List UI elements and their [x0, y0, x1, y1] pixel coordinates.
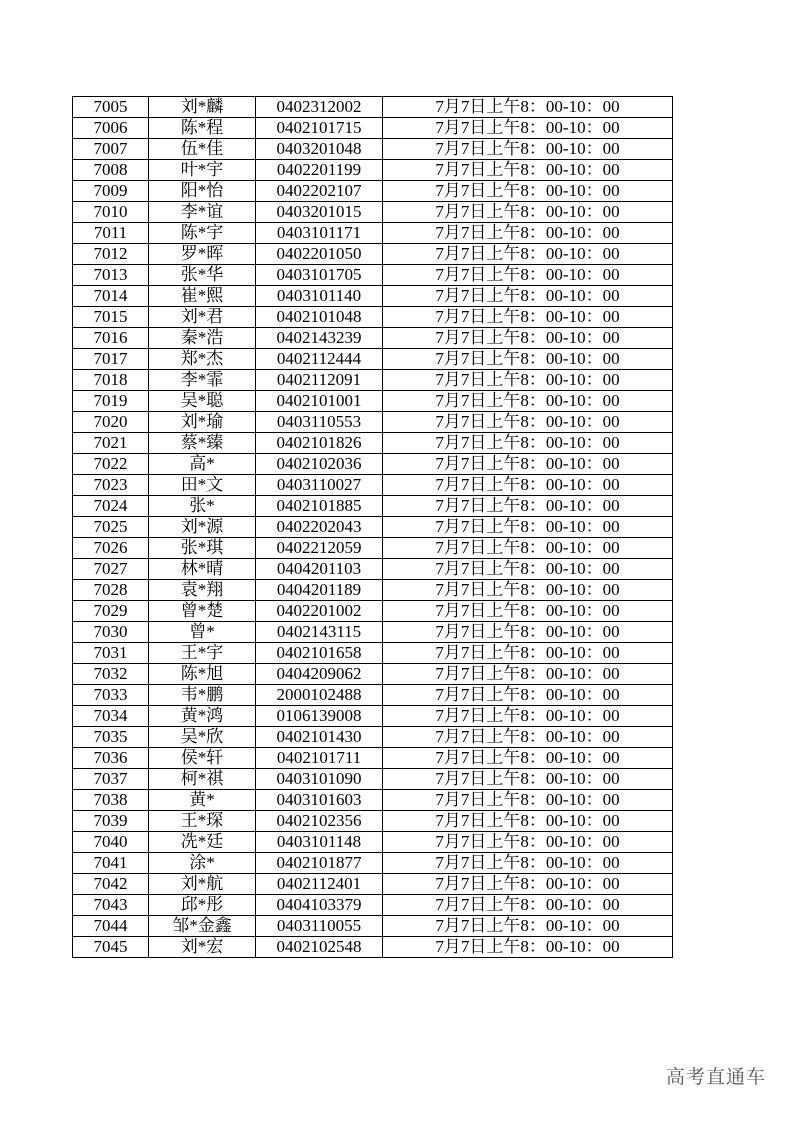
exam-time-cell: 7月7日上午8：00-10：00 [383, 601, 673, 622]
exam-time-cell: 7月7日上午8：00-10：00 [383, 643, 673, 664]
student-name-cell: 崔*熙 [149, 286, 256, 307]
table-row [73, 454, 673, 475]
seat-number-cell: 7011 [73, 223, 149, 244]
student-id-cell: 0402201199 [256, 160, 383, 181]
seat-number-cell: 7033 [73, 685, 149, 706]
seat-number-cell: 7007 [73, 139, 149, 160]
exam-time-cell: 7月7日上午8：00-10：00 [383, 307, 673, 328]
student-id-cell: 0404201103 [256, 559, 383, 580]
exam-time-cell: 7月7日上午8：00-10：00 [383, 748, 673, 769]
table-row [73, 223, 673, 244]
table-row [73, 622, 673, 643]
exam-time-cell: 7月7日上午8：00-10：00 [383, 349, 673, 370]
exam-time-cell: 7月7日上午8：00-10：00 [383, 685, 673, 706]
exam-time-cell: 7月7日上午8：00-10：00 [383, 706, 673, 727]
seat-number-cell: 7034 [73, 706, 149, 727]
exam-time-cell: 7月7日上午8：00-10：00 [383, 916, 673, 937]
student-id-cell: 0402101711 [256, 748, 383, 769]
exam-time-cell: 7月7日上午8：00-10：00 [383, 391, 673, 412]
student-id-cell: 0402101885 [256, 496, 383, 517]
student-name-cell: 秦*浩 [149, 328, 256, 349]
student-name-cell: 韦*鹏 [149, 685, 256, 706]
seat-number-cell: 7037 [73, 769, 149, 790]
student-name-cell: 袁*翔 [149, 580, 256, 601]
table-row [73, 265, 673, 286]
seat-number-cell: 7009 [73, 181, 149, 202]
table-row [73, 202, 673, 223]
exam-time-cell: 7月7日上午8：00-10：00 [383, 811, 673, 832]
student-name-cell: 张*琪 [149, 538, 256, 559]
exam-time-cell: 7月7日上午8：00-10：00 [383, 622, 673, 643]
exam-time-cell: 7月7日上午8：00-10：00 [383, 97, 673, 118]
table-row [73, 580, 673, 601]
student-name-cell: 林*晴 [149, 559, 256, 580]
student-id-cell: 0403101171 [256, 223, 383, 244]
student-id-cell: 0403201015 [256, 202, 383, 223]
student-name-cell: 张* [149, 496, 256, 517]
student-id-cell: 0404201189 [256, 580, 383, 601]
table-row [73, 97, 673, 118]
seat-number-cell: 7015 [73, 307, 149, 328]
seat-number-cell: 7023 [73, 475, 149, 496]
exam-time-cell: 7月7日上午8：00-10：00 [383, 475, 673, 496]
seat-number-cell: 7012 [73, 244, 149, 265]
student-id-cell: 0402101430 [256, 727, 383, 748]
table-row [73, 601, 673, 622]
table-row [73, 937, 673, 958]
student-id-cell: 0402112444 [256, 349, 383, 370]
table-row [73, 664, 673, 685]
student-id-cell: 0402101715 [256, 118, 383, 139]
table-row [73, 685, 673, 706]
seat-number-cell: 7036 [73, 748, 149, 769]
seat-number-cell: 7040 [73, 832, 149, 853]
student-id-cell: 0402212059 [256, 538, 383, 559]
seat-number-cell: 7006 [73, 118, 149, 139]
exam-time-cell: 7月7日上午8：00-10：00 [383, 202, 673, 223]
table-row [73, 496, 673, 517]
student-name-cell: 涂* [149, 853, 256, 874]
table-row [73, 559, 673, 580]
table-row [73, 538, 673, 559]
exam-time-cell: 7月7日上午8：00-10：00 [383, 454, 673, 475]
exam-time-cell: 7月7日上午8：00-10：00 [383, 937, 673, 958]
student-id-cell: 0402101658 [256, 643, 383, 664]
student-id-cell: 0402102036 [256, 454, 383, 475]
table-row [73, 181, 673, 202]
student-name-cell: 陈*程 [149, 118, 256, 139]
student-name-cell: 刘*君 [149, 307, 256, 328]
student-id-cell: 0402202107 [256, 181, 383, 202]
student-name-cell: 田*文 [149, 475, 256, 496]
student-name-cell: 刘*宏 [149, 937, 256, 958]
table-body [73, 97, 673, 958]
student-id-cell: 0402112091 [256, 370, 383, 391]
student-name-cell: 吴*欣 [149, 727, 256, 748]
seat-number-cell: 7018 [73, 370, 149, 391]
student-id-cell: 0402143239 [256, 328, 383, 349]
seat-number-cell: 7045 [73, 937, 149, 958]
student-id-cell: 0402101001 [256, 391, 383, 412]
student-id-cell: 0403101140 [256, 286, 383, 307]
table-row [73, 244, 673, 265]
student-id-cell: 0403101603 [256, 790, 383, 811]
exam-time-cell: 7月7日上午8：00-10：00 [383, 517, 673, 538]
table-row [73, 370, 673, 391]
table-row [73, 286, 673, 307]
seat-number-cell: 7021 [73, 433, 149, 454]
exam-time-cell: 7月7日上午8：00-10：00 [383, 223, 673, 244]
table-row [73, 832, 673, 853]
student-name-cell: 李*谊 [149, 202, 256, 223]
student-name-cell: 刘*航 [149, 874, 256, 895]
exam-time-cell: 7月7日上午8：00-10：00 [383, 244, 673, 265]
table-row [73, 790, 673, 811]
seat-number-cell: 7025 [73, 517, 149, 538]
seat-number-cell: 7024 [73, 496, 149, 517]
student-name-cell: 蔡*臻 [149, 433, 256, 454]
table-row [73, 475, 673, 496]
student-name-cell: 王*琛 [149, 811, 256, 832]
student-name-cell: 张*华 [149, 265, 256, 286]
exam-time-cell: 7月7日上午8：00-10：00 [383, 853, 673, 874]
student-name-cell: 叶*宇 [149, 160, 256, 181]
exam-time-cell: 7月7日上午8：00-10：00 [383, 496, 673, 517]
student-id-cell: 0402112401 [256, 874, 383, 895]
student-id-cell: 0403101705 [256, 265, 383, 286]
exam-time-cell: 7月7日上午8：00-10：00 [383, 265, 673, 286]
exam-time-cell: 7月7日上午8：00-10：00 [383, 874, 673, 895]
student-id-cell: 0403110055 [256, 916, 383, 937]
exam-time-cell: 7月7日上午8：00-10：00 [383, 895, 673, 916]
student-id-cell: 0403110027 [256, 475, 383, 496]
table-row [73, 391, 673, 412]
seat-number-cell: 7029 [73, 601, 149, 622]
exam-time-cell: 7月7日上午8：00-10：00 [383, 790, 673, 811]
exam-time-cell: 7月7日上午8：00-10：00 [383, 286, 673, 307]
student-name-cell: 高* [149, 454, 256, 475]
seat-number-cell: 7031 [73, 643, 149, 664]
exam-time-cell: 7月7日上午8：00-10：00 [383, 538, 673, 559]
student-name-cell: 罗*晖 [149, 244, 256, 265]
table-row [73, 916, 673, 937]
seat-number-cell: 7005 [73, 97, 149, 118]
student-name-cell: 陈*宇 [149, 223, 256, 244]
student-name-cell: 曾*楚 [149, 601, 256, 622]
table-row [73, 895, 673, 916]
student-name-cell: 吴*聪 [149, 391, 256, 412]
seat-number-cell: 7039 [73, 811, 149, 832]
exam-time-cell: 7月7日上午8：00-10：00 [383, 328, 673, 349]
seat-number-cell: 7026 [73, 538, 149, 559]
seat-number-cell: 7042 [73, 874, 149, 895]
seat-number-cell: 7027 [73, 559, 149, 580]
exam-time-cell: 7月7日上午8：00-10：00 [383, 664, 673, 685]
student-id-cell: 0403201048 [256, 139, 383, 160]
student-name-cell: 曾* [149, 622, 256, 643]
student-name-cell: 柯*祺 [149, 769, 256, 790]
table-row [73, 811, 673, 832]
student-name-cell: 黄* [149, 790, 256, 811]
table-row [73, 769, 673, 790]
student-id-cell: 0402102356 [256, 811, 383, 832]
exam-time-cell: 7月7日上午8：00-10：00 [383, 580, 673, 601]
student-id-cell: 0402102548 [256, 937, 383, 958]
student-name-cell: 陈*旭 [149, 664, 256, 685]
exam-time-cell: 7月7日上午8：00-10：00 [383, 118, 673, 139]
student-name-cell: 冼*廷 [149, 832, 256, 853]
student-name-cell: 刘*源 [149, 517, 256, 538]
student-name-cell: 阳*怡 [149, 181, 256, 202]
seat-number-cell: 7032 [73, 664, 149, 685]
table-row [73, 139, 673, 160]
student-name-cell: 刘*瑜 [149, 412, 256, 433]
student-name-cell: 邹*金鑫 [149, 916, 256, 937]
student-name-cell: 侯*轩 [149, 748, 256, 769]
exam-time-cell: 7月7日上午8：00-10：00 [383, 370, 673, 391]
student-id-cell: 0403110553 [256, 412, 383, 433]
student-id-cell: 0403101090 [256, 769, 383, 790]
exam-time-cell: 7月7日上午8：00-10：00 [383, 160, 673, 181]
table-row [73, 118, 673, 139]
student-id-cell: 0106139008 [256, 706, 383, 727]
seat-number-cell: 7019 [73, 391, 149, 412]
seat-number-cell: 7016 [73, 328, 149, 349]
exam-time-cell: 7月7日上午8：00-10：00 [383, 433, 673, 454]
table-row [73, 307, 673, 328]
exam-time-cell: 7月7日上午8：00-10：00 [383, 412, 673, 433]
table-row [73, 748, 673, 769]
student-name-cell: 伍*佳 [149, 139, 256, 160]
exam-time-cell: 7月7日上午8：00-10：00 [383, 559, 673, 580]
student-id-cell: 0404209062 [256, 664, 383, 685]
student-id-cell: 0403101148 [256, 832, 383, 853]
student-name-cell: 刘*麟 [149, 97, 256, 118]
table-row [73, 517, 673, 538]
student-id-cell: 0404103379 [256, 895, 383, 916]
seat-number-cell: 7010 [73, 202, 149, 223]
seat-number-cell: 7041 [73, 853, 149, 874]
student-id-cell: 0402143115 [256, 622, 383, 643]
table-row [73, 433, 673, 454]
table-row [73, 412, 673, 433]
student-id-cell: 0402101877 [256, 853, 383, 874]
seat-number-cell: 7043 [73, 895, 149, 916]
student-name-cell: 王*宇 [149, 643, 256, 664]
table-row [73, 349, 673, 370]
student-name-cell: 李*霏 [149, 370, 256, 391]
exam-time-cell: 7月7日上午8：00-10：00 [383, 769, 673, 790]
table-row [73, 328, 673, 349]
seat-number-cell: 7038 [73, 790, 149, 811]
seat-number-cell: 7028 [73, 580, 149, 601]
student-name-cell: 黄*鸿 [149, 706, 256, 727]
seat-number-cell: 7044 [73, 916, 149, 937]
student-id-cell: 0402201050 [256, 244, 383, 265]
exam-time-cell: 7月7日上午8：00-10：00 [383, 139, 673, 160]
student-id-cell: 0402312002 [256, 97, 383, 118]
seat-number-cell: 7008 [73, 160, 149, 181]
seat-number-cell: 7013 [73, 265, 149, 286]
table-row [73, 643, 673, 664]
table-row [73, 727, 673, 748]
student-id-cell: 2000102488 [256, 685, 383, 706]
student-name-cell: 邱*彤 [149, 895, 256, 916]
seat-number-cell: 7014 [73, 286, 149, 307]
exam-time-cell: 7月7日上午8：00-10：00 [383, 181, 673, 202]
seat-number-cell: 7020 [73, 412, 149, 433]
seat-number-cell: 7030 [73, 622, 149, 643]
student-id-cell: 0402202043 [256, 517, 383, 538]
table-row [73, 874, 673, 895]
student-name-cell: 郑*杰 [149, 349, 256, 370]
watermark-text: 高考直通车 [665, 1066, 766, 1088]
seat-number-cell: 7035 [73, 727, 149, 748]
student-id-cell: 0402101048 [256, 307, 383, 328]
student-id-cell: 0402201002 [256, 601, 383, 622]
seat-number-cell: 7022 [73, 454, 149, 475]
table-row [73, 853, 673, 874]
exam-time-cell: 7月7日上午8：00-10：00 [383, 832, 673, 853]
table-row [73, 706, 673, 727]
student-id-cell: 0402101826 [256, 433, 383, 454]
seat-number-cell: 7017 [73, 349, 149, 370]
table-row [73, 160, 673, 181]
exam-schedule-table [72, 96, 673, 958]
exam-time-cell: 7月7日上午8：00-10：00 [383, 727, 673, 748]
